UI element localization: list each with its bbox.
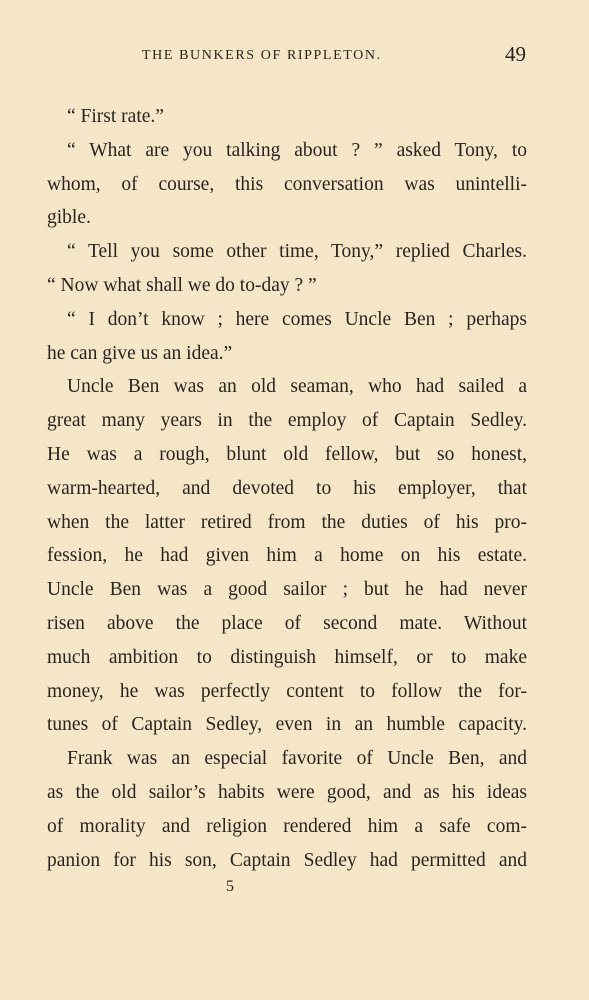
page-header [46,42,526,70]
text-line: tunes of Captain Sedley, even in an humble capacity. [47,714,527,736]
signature-mark: 5 [226,878,234,895]
text-line: Frank was an especial favorite of Uncle Ben, and [67,748,527,770]
text-line: Uncle Ben was an old seaman, who had sailed a [67,376,527,398]
text-line: He was a rough, blunt old fellow, but so honest, [47,443,527,465]
text-line: great many years in the employ of Captain Sedley. [47,410,527,432]
text-line: risen above the place of second mate. Without [47,612,527,634]
text-line: “ Now what shall we do to-day ? ” [47,274,317,296]
text-line: when the latter retired from the duties of his pro- [47,511,527,533]
text-line: “ First rate.” [67,106,164,127]
text-line: money, he was perfectly content to follow the for- [47,680,527,702]
text-line: as the old sailor’s habits were good, and as his ideas [47,781,527,803]
text-line: fession, he had given him a home on his estate. [47,545,527,567]
body-text [47,100,527,877]
text-line: much ambition to distinguish himself, or to make [47,646,527,668]
text-line: whom, of course, this conversation was unintelli- [47,173,527,195]
text-line: “ I don’t know ; here comes Uncle Ben ; perhaps [67,308,527,330]
text-line: of morality and religion rendered him a safe com- [47,815,527,837]
text-line: warm-hearted, and devoted to his employer, that [47,477,527,499]
text-line: “ Tell you some other time, Tony,” replied Charles. [67,241,527,263]
text-line: Uncle Ben was a good sailor ; but he had never [47,579,527,601]
text-line: he can give us an idea.” [47,342,233,364]
running-head: THE BUNKERS OF RIPPLETON. [142,48,382,63]
text-line: gible. [47,207,91,229]
text-line: “ What are you talking about ? ” asked Tony, to [67,139,527,161]
page-number: 49 [505,42,526,66]
text-line: panion for his son, Captain Sedley had permitted and [47,849,527,871]
